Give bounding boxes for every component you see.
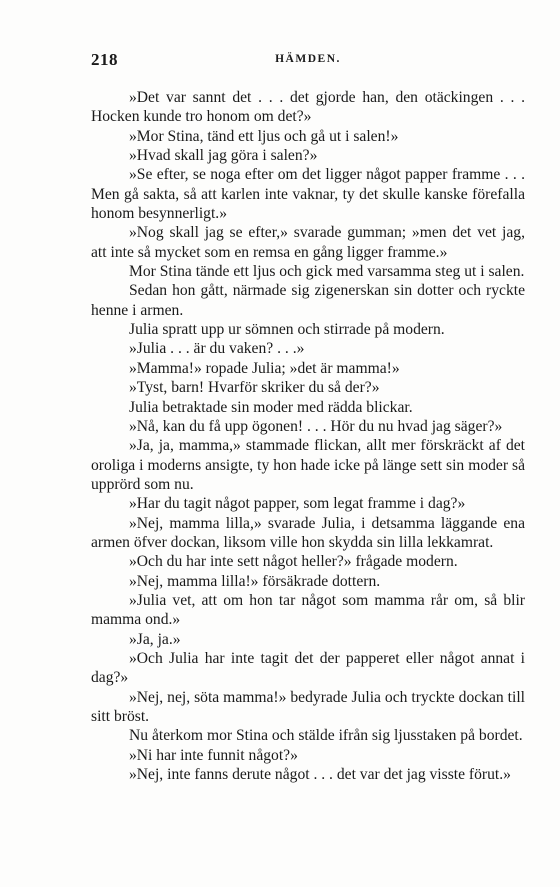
page-number: 218: [91, 50, 118, 69]
paragraph: »Mor Stina, tänd ett ljus och gå ut i salen!»: [129, 127, 399, 145]
paragraph: »Se efter, se noga efter om det ligger något papper framme . . . Men gå sakta, så att karlen inte vaknar, ty det skulle kanske förefalla honom besynnerligt.»: [91, 166, 525, 223]
paragraph: »Hvad skall jag göra i salen?»: [129, 147, 318, 165]
paragraph: »Julia . . . är du vaken? . . .»: [129, 340, 305, 358]
paragraph: »Nej, mamma lilla,» svarade Julia, i detsamma läggande ena armen öfver dockan, liksom ville hon skydda sin lilla lekkamrat.: [91, 514, 525, 551]
running-head: [91, 50, 525, 72]
running-title: HÄMDEN.: [275, 53, 341, 65]
paragraph: »Mamma!» ropade Julia; »det är mamma!»: [129, 359, 400, 377]
paragraph: Mor Stina tände ett ljus och gick med varsamma steg ut i salen.: [129, 263, 525, 281]
paragraph: »Och Julia har inte tagit det der papperet eller något annat i dag?»: [91, 649, 525, 687]
paragraph: »Nå, kan du få upp ögonen! . . . Hör du nu hvad jag säger?»: [129, 417, 503, 435]
paragraph: »Tyst, barn! Hvarför skriker du så der?»: [129, 379, 380, 397]
paragraph: »Ja, ja.»: [129, 630, 181, 648]
paragraph: Nu återkom mor Stina och stälde ifrån sig ljusstaken på bordet.: [129, 727, 523, 745]
paragraph: »Nog skall jag se efter,» svarade gumman; »men det vet jag, att inte så mycket som en remsa en gång ligger framme.»: [91, 224, 525, 261]
paragraph: »Nej, inte fanns derute något . . . det var det jag visste förut.»: [129, 766, 511, 784]
paragraph: »Och du har inte sett något heller?» frågade modern.: [129, 553, 458, 571]
paragraph: »Julia vet, att om hon tar något som mamma rår om, så blir mamma ond.»: [91, 591, 525, 629]
body-text: [91, 88, 525, 784]
paragraph: »Har du tagit något papper, som legat framme i dag?»: [129, 495, 466, 513]
paragraph: Julia betraktade sin moder med rädda blickar.: [129, 398, 413, 416]
paragraph: »Nej, mamma lilla!» försäkrade dottern.: [129, 572, 381, 590]
paragraph: »Ja, ja, mamma,» stammade flickan, allt mer förskräckt af det oroliga i moderns ansigte, ty hon hade icke på länge sett sin moder så upprörd som nu.: [91, 437, 525, 493]
paragraph: »Det var sannt det . . . det gjorde han, den otäckingen . . . Hocken kunde tro honom om det?»: [91, 89, 525, 126]
paragraph: Julia spratt upp ur sömnen och stirrade på modern.: [129, 321, 445, 339]
paragraph: Sedan hon gått, närmade sig zigenerskan sin dotter och ryckte henne i armen.: [91, 282, 525, 319]
paragraph: »Nej, nej, söta mamma!» bedyrade Julia och tryckte dockan till sitt bröst.: [91, 688, 525, 725]
paragraph: »Ni har inte funnit något?»: [129, 746, 298, 764]
